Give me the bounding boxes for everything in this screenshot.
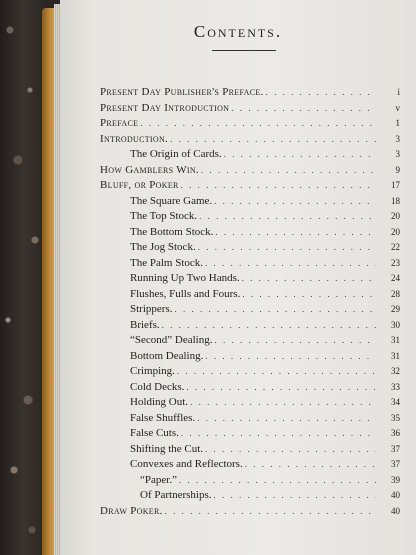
toc-entry-page: 18 xyxy=(391,195,400,206)
toc-entry-page: 39 xyxy=(391,474,400,485)
toc-entry-title: The Origin of Cards. xyxy=(130,148,222,160)
dot-leader xyxy=(224,149,376,159)
toc-entry-page: 31 xyxy=(391,350,400,361)
toc-entry xyxy=(100,164,400,180)
dot-leader xyxy=(214,335,376,345)
heading-rule xyxy=(212,50,276,51)
toc-entry-page: 40 xyxy=(391,490,400,500)
dot-leader xyxy=(215,227,376,237)
toc-entry-title: Cold Decks. xyxy=(130,380,185,393)
toc-entry-page: 9 xyxy=(395,164,400,175)
dot-leader xyxy=(242,289,376,299)
toc-entry-page: 22 xyxy=(391,242,400,252)
toc-entry-page: 34 xyxy=(391,397,400,407)
dot-leader xyxy=(174,304,376,314)
toc-entry xyxy=(100,381,400,397)
dot-leader xyxy=(199,211,376,221)
toc-entry xyxy=(100,319,400,335)
dot-leader xyxy=(140,118,376,128)
toc-entry-title: Strippers. xyxy=(130,303,173,315)
dot-leader xyxy=(205,351,376,361)
contents-heading: Contents. xyxy=(193,22,283,41)
toc-entry-page: 17 xyxy=(391,180,400,190)
dot-leader xyxy=(205,258,376,268)
toc-entry xyxy=(100,179,400,195)
toc-entry-title: Draw Poker. xyxy=(100,504,163,517)
toc-entry-title: The Top Stock. xyxy=(130,210,198,222)
dot-leader xyxy=(266,87,376,97)
toc-entry-page: 3 xyxy=(395,149,400,159)
toc-entry-title: Preface xyxy=(100,117,139,129)
toc-entry-title: The Square Game. xyxy=(130,194,213,207)
toc-entry-page: 31 xyxy=(391,335,400,345)
dot-leader xyxy=(165,506,376,516)
toc-entry-title: Running Up Two Hands. xyxy=(130,272,240,284)
toc-entry xyxy=(100,489,400,505)
toc-entry xyxy=(100,241,400,257)
toc-entry-title: How Gamblers Win. xyxy=(100,163,199,176)
toc-entry-page: 20 xyxy=(391,211,400,221)
toc-entry-title: Of Partnerships. xyxy=(140,489,212,501)
toc-entry-title: False Shuffles. xyxy=(130,411,196,424)
dot-leader xyxy=(186,382,376,392)
toc-entry-title: “Second” Dealing. xyxy=(130,334,213,346)
toc-entry-title: The Bottom Stock. xyxy=(130,225,214,238)
toc-entry xyxy=(100,396,400,412)
toc-entry-title: Holding Out. xyxy=(130,396,189,408)
dot-leader xyxy=(242,273,376,283)
table-of-contents xyxy=(100,86,400,520)
toc-entry-page: 33 xyxy=(391,381,400,392)
toc-entry-page: 1 xyxy=(395,118,400,128)
toc-entry-page: 35 xyxy=(391,412,400,423)
toc-entry xyxy=(100,365,400,381)
toc-entry-title: Flushes, Fulls and Fours. xyxy=(130,287,241,300)
dot-leader xyxy=(181,428,376,438)
toc-entry xyxy=(100,474,400,490)
toc-entry xyxy=(100,257,400,273)
toc-entry xyxy=(100,350,400,366)
toc-entry-page: 23 xyxy=(391,257,400,268)
toc-entry xyxy=(100,443,400,459)
toc-entry-title: Briefs. xyxy=(130,318,160,331)
toc-entry-page: 32 xyxy=(391,366,400,376)
dot-leader xyxy=(181,180,376,190)
toc-entry-title: “Paper.” xyxy=(140,473,177,486)
toc-entry-page: 30 xyxy=(391,319,400,330)
toc-entry-page: 37 xyxy=(391,443,400,454)
toc-entry xyxy=(100,334,400,350)
dot-leader xyxy=(231,103,376,113)
toc-entry xyxy=(100,133,400,149)
dot-leader xyxy=(201,165,376,175)
toc-entry xyxy=(100,102,400,118)
toc-entry xyxy=(100,195,400,211)
dot-leader xyxy=(162,320,376,330)
granite-countertop xyxy=(0,0,46,555)
dot-leader xyxy=(177,366,376,376)
toc-entry xyxy=(100,148,400,164)
toc-entry-page: 28 xyxy=(391,288,400,299)
toc-entry-page: 36 xyxy=(391,428,400,438)
dot-leader xyxy=(214,490,377,500)
toc-entry-page: 20 xyxy=(391,226,400,237)
toc-entry-title: Bluff, or Poker xyxy=(100,179,179,191)
toc-entry-title: Shifting the Cut. xyxy=(130,442,204,455)
toc-entry xyxy=(100,226,400,242)
dot-leader xyxy=(205,444,376,454)
toc-entry-title: Convexes and Reflectors. xyxy=(130,458,243,470)
toc-entry xyxy=(100,427,400,443)
dot-leader xyxy=(179,475,376,485)
dot-leader xyxy=(214,196,376,206)
toc-entry-page: 40 xyxy=(391,505,400,516)
toc-entry-page: v xyxy=(395,102,400,113)
toc-entry xyxy=(100,303,400,319)
dot-leader xyxy=(170,134,376,144)
toc-entry-title: Present Day Publisher's Preface. xyxy=(100,86,264,98)
toc-entry-title: Present Day Introduction xyxy=(100,101,230,114)
dot-leader xyxy=(245,459,376,469)
toc-entry-title: The Jog Stock. xyxy=(130,241,196,253)
book-page xyxy=(60,0,416,555)
toc-entry-title: Introduction. xyxy=(100,132,169,145)
toc-entry-title: False Cuts. xyxy=(130,427,179,439)
toc-entry-page: 3 xyxy=(395,133,400,144)
toc-entry xyxy=(100,272,400,288)
toc-entry xyxy=(100,412,400,428)
dot-leader xyxy=(198,242,376,252)
dot-leader xyxy=(190,397,376,407)
toc-entry xyxy=(100,505,400,521)
toc-entry-page: 29 xyxy=(391,304,400,314)
toc-entry xyxy=(100,288,400,304)
toc-entry-page: i xyxy=(397,87,400,97)
toc-entry xyxy=(100,210,400,226)
toc-entry xyxy=(100,458,400,474)
dot-leader xyxy=(197,413,376,423)
toc-entry-page: 37 xyxy=(391,459,400,469)
toc-entry xyxy=(100,86,400,102)
toc-entry-title: Crimping. xyxy=(130,365,175,377)
toc-entry-page: 24 xyxy=(391,273,400,283)
toc-entry-title: The Palm Stock. xyxy=(130,256,204,269)
toc-entry xyxy=(100,117,400,133)
toc-entry-title: Bottom Dealing. xyxy=(130,349,204,362)
